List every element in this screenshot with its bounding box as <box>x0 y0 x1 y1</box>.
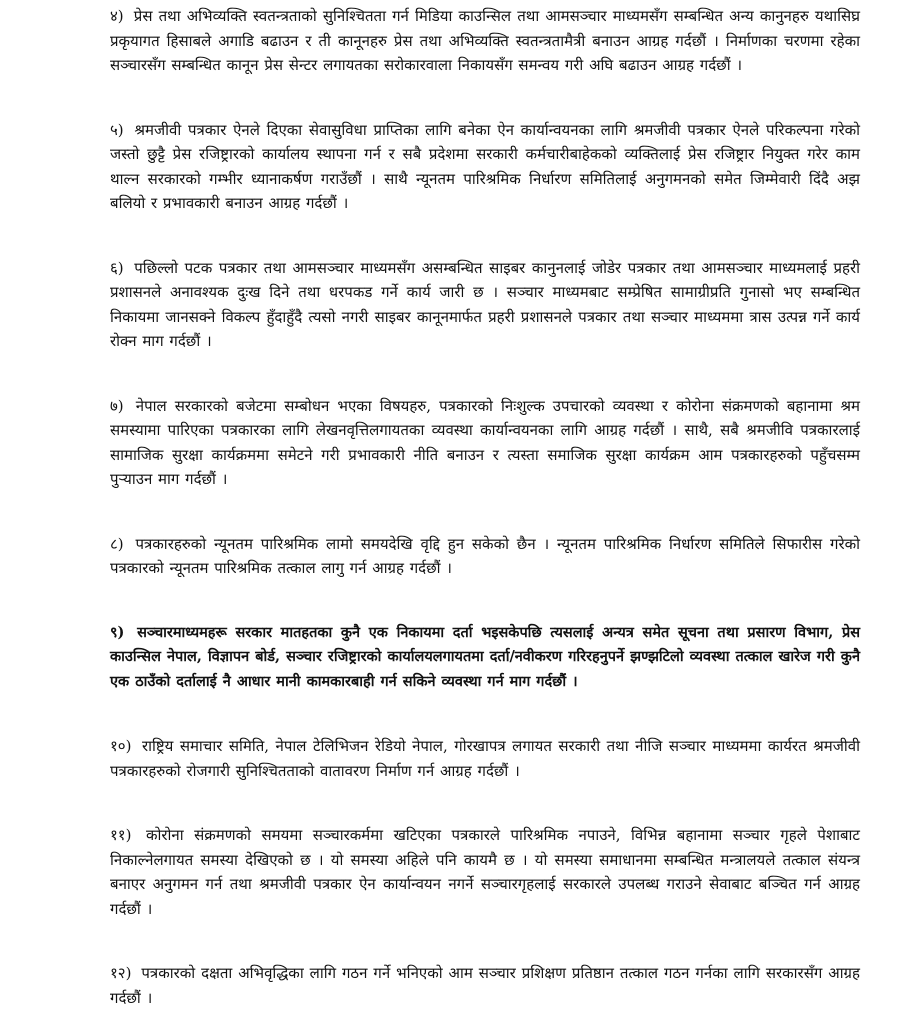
paragraph-number: ८) <box>110 534 124 553</box>
paragraph-text: पछिल्लो पटक पत्रकार तथा आमसञ्चार माध्यमसँग असम्बन्धित साइबर कानुनलाई जोडेर पत्रकार तथा आमसञ्चार माध्यमलाई प्रहरी प्रशासनले अनावश्यक दुःख दिने तथा धरपकड गर्ने कार्य जारी छ । सञ्चार माध्यमबाट सम्प्रेषित सामाग्रीप्रति गुनासो भए सम्बन्धित निकायमा जानसक्ने विकल्प हुँदाहुँदै त्यसो नगरी साइबर कानूनमार्फत प्रहरी प्रशासनले पत्रकार तथा सञ्चार माध्यममा त्रास उत्पन्न गर्ने कार्य रोक्न माग गर्दछौं । <box>110 258 860 350</box>
paragraph-text: कोरोना संक्रमणको समयमा सञ्चारकर्ममा खटिएका पत्रकारले पारिश्रमिक नपाउने, विभिन्न बहानामा सञ्चार गृहले पेशाबाट निकाल्नेलगायत समस्या देखिएको छ । यो समस्या अहिले पनि कायमै छ । यो समस्या समाधानमा सम्बन्धित मन्त्रालयले तत्काल संयन्त्र बनाएर अनुगमन गर्न तथा श्रमजीवी पत्रकार ऐन कार्यान्वयन नगर्ने सञ्चारगृहलाई सरकारले उपलब्ध गराउने सेवाबाट बञ्चित गर्न आग्रह गर्दछौं । <box>110 826 860 918</box>
paragraph-number: ५) <box>110 120 124 139</box>
paragraph-text: पत्रकारहरुको न्यूनतम पारिश्रमिक लामो समयदेखि वृद्दि हुन सकेको छैन । न्यूनतम पारिश्रमिक निर्धारण समितिले सिफारीस गरेको पत्रकारको न्यूनतम पारिश्रमिक तत्काल लागु गर्न आग्रह गर्दछौं । <box>110 534 860 577</box>
paragraph-9 <box>110 621 860 695</box>
paragraph-10 <box>110 734 860 783</box>
paragraph-number: ७) <box>110 396 124 415</box>
paragraph-number: ११) <box>110 826 132 844</box>
paragraph-text: सञ्चारमाध्यमहरू सरकार मातहतका कुनै एक निकायमा दर्ता भइसकेपछि त्यसलाई अन्यत्र समेत सूचना तथा प्रसारण विभाग, प्रेस काउन्सिल नेपाल, विज्ञापन बोर्ड, सञ्चार रजिष्ट्रारको कार्यालयलगायतमा दर्ता/नवीकरण गरिरहनुपर्ने झण्झटिलो व्यवस्था तत्काल खारेज गरी कुनै एक ठाउँको दर्तालाई नै आधार मानी कामकारबाही गर्न सकिने व्यवस्था गर्न माग गर्दछौं । <box>110 623 860 690</box>
paragraph-text: प्रेस तथा अभिव्यक्ति स्वतन्त्रताको सुनिश्चितता गर्न मिडिया काउन्सिल तथा आमसञ्चार माध्यमसँग सम्बन्धित अन्य कानुनहरु यथासिघ्र प्रकृयागत हिसाबले अगाडि बढाउन र ती कानूनहरु प्रेस तथा अभिव्यक्ति स्वतन्त्रतामैत्री बनाउन आग्रह गर्दछौं । निर्माणका चरणमा रहेका सञ्चारसँग सम्बन्धित कानून प्रेस सेन्टर लगायतका सरोकारवाला निकायसँग समन्वय गरी अघि बढाउन आग्रह गर्दछौं । <box>110 7 860 74</box>
paragraph-4 <box>110 4 860 78</box>
paragraph-5 <box>110 118 860 216</box>
paragraph-text: श्रमजीवी पत्रकार ऐनले दिएका सेवासुविधा प्राप्तिका लागि बनेका ऐन कार्यान्वयनका लागि श्रमजीवी पत्रकार ऐनले परिकल्पना गरेको जस्तो छुट्टै प्रेस रजिष्ट्रारको कार्यालय स्थापना गर्न र सबै प्रदेशमा सरकारी कर्मचारीबाहेकको व्यक्तिलाई प्रेस रजिष्ट्रार नियुक्त गरेर काम थाल्न सरकारको गम्भीर ध्यानाकर्षण गराउँछौं । साथै न्यूनतम पारिश्रमिक निर्धारण समितिलाई अनुगमनको समेत जिम्मेवारी दिंदै अझ बलियो र प्रभावकारी बनाउन आग्रह गर्दछौं । <box>110 120 860 212</box>
paragraph-11 <box>110 823 860 921</box>
paragraph-text: राष्ट्रिय समाचार समिति, नेपाल टेलिभिजन रेडियो नेपाल, गोरखापत्र लगायत सरकारी तथा नीजि सञ्चार माध्यममा कार्यरत श्रमजीवी पत्रकारहरुको रोजगारी सुनिश्चितताको वातावरण निर्माण गर्न आग्रह गर्दछौं । <box>110 737 860 780</box>
paragraph-number: १०) <box>110 737 132 755</box>
paragraph-8 <box>110 532 860 581</box>
paragraph-number: ९) <box>110 623 125 641</box>
paragraph-text: नेपाल सरकारको बजेटमा सम्बोधन भएका विषयहरु, पत्रकारको निःशुल्क उपचारको व्यवस्था र कोरोना संक्रमणको बहानामा श्रम समस्यामा पारिएका पत्रकारका लागि लेखनवृत्तिलगायतका व्यवस्था कार्यान्वयनका लागि आग्रह गर्दछौं । साथै, सबै श्रमजीवि पत्रकारलाई सामाजिक सुरक्षा कार्यक्रममा समेटने गरी प्रभावकारी नीति बनाउन र त्यस्ता समाजिक सुरक्षा कार्यक्रम आम पत्रकारहरुको पहुँचसम्म पुर्‍याउन माग गर्दछौं । <box>110 396 860 488</box>
paragraph-number: ४) <box>110 7 124 25</box>
paragraph-number: ६) <box>110 258 124 277</box>
paragraph-6 <box>110 256 860 354</box>
paragraph-number: १२) <box>110 964 132 982</box>
paragraph-7 <box>110 394 860 492</box>
paragraph-text: पत्रकारको दक्षता अभिवृद्धिका लागि गठन गर्ने भनिएको आम सञ्चार प्रशिक्षण प्रतिष्ठान तत्काल गठन गर्नका लागि सरकारसँग आग्रह गर्दछौं । <box>110 964 860 1007</box>
